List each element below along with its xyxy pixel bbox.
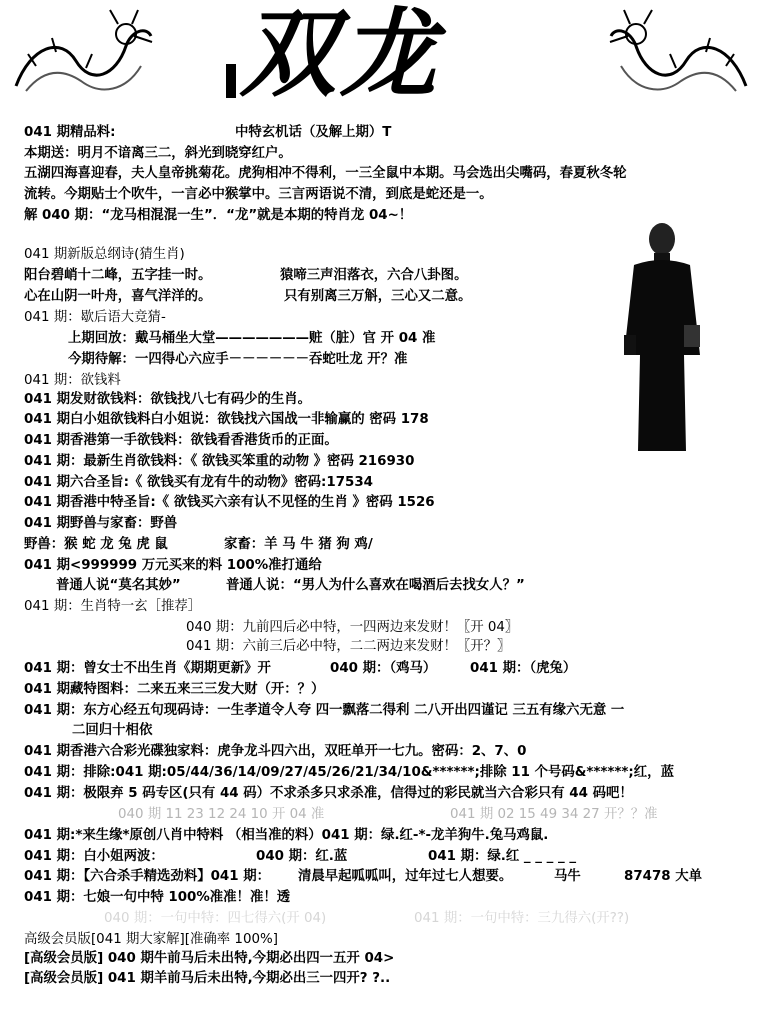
text-line: 040 期：九前四后必中特，一四两边来发财！〖开 04〗 <box>186 620 519 635</box>
dragon-right-icon <box>606 6 756 106</box>
text-line: 041 期新版总纲诗(猜生肖) <box>24 247 185 262</box>
text-line: 041 期藏特图料：二来五来三三发大财（开：？） <box>24 682 325 697</box>
text-line: 041 期：曾女士不出生肖《期期更新》开 <box>24 661 271 676</box>
text-line: 阳台碧峭十二峰，五字挂一时。 <box>24 268 212 283</box>
text-line: 041 期：绿.红 _ _ _ _ _ <box>428 849 577 864</box>
text-line: 041 期：生肖特一玄［推荐］ <box>24 599 202 614</box>
text-line: 041 期：歇后语大竞猜- <box>24 310 166 325</box>
text-line: [高级会员版] 040 期牛前马后未出特,今期必出四一五开 04> <box>24 951 395 966</box>
text-line: [高级会员版] 041 期羊前马后未出特,今期必出三一四开? ?.. <box>24 971 391 986</box>
text-line: 高级会员版[041 期大家解][准确率 100%] <box>24 932 278 947</box>
text-line: 041 期香港第一手欲钱料：欲钱看香港货币的正面。 <box>24 433 338 448</box>
text-line: 041 期野兽与家畜：野兽 <box>24 516 178 531</box>
text-line: 041 期：东方心经五句现码诗：一生孝道令人夸 四一飘落二得利 二八开出四谨记 三五有缘六无意 一 <box>24 703 625 718</box>
dragon-left-icon <box>6 6 156 106</box>
text-line: 041 期：六前三后必中特，二二两边来发财！〖开？〗 <box>186 639 511 654</box>
text-line: 041 期:*来生缘*原创八肖中特料 （相当准的料）041 期：绿.红-*-龙羊狗牛.兔马鸡鼠. <box>24 828 549 843</box>
text-line: 野兽：猴 蛇 龙 兔 虎 鼠 <box>24 537 168 552</box>
text-line: 041 期：排除:041 期:05/44/36/14/09/27/45/26/21/34/10&******;排除 11 个号码&******;红，蓝 <box>24 765 674 780</box>
text-line: 041 期：极限弃 5 码专区(只有 44 码）不求杀多只求杀准，信得过的彩民就当六合彩只有 44 码吧！ <box>24 786 633 801</box>
text-line: 本期送：明月不谙离三二，斜光到晓穿红户。 <box>24 146 292 161</box>
text-line: 马牛 <box>554 869 581 884</box>
text-line: 普通人说“莫名其妙” <box>56 578 181 593</box>
text-line: 041 期：白小姐两波： <box>24 849 164 864</box>
text-line: 041 期香港六合彩光碟独家料：虎争龙斗四六出，双旺单开一七九。密码：2、7、0 <box>24 744 527 759</box>
text-line: 心在山阴一叶舟，喜气洋洋的。 <box>24 289 212 304</box>
text-line: 041 期六合圣旨:《 欲钱买有龙有牛的动物》密码:17534 <box>24 475 373 490</box>
text-line: 只有别离三万斛，三心又二意。 <box>284 289 472 304</box>
text-line: 041 期<999999 万元买来的料 100%准打通给 <box>24 558 322 573</box>
page-title: 双龙 <box>240 0 440 110</box>
text-line: 041 期：【六合杀手精选劲料】041 期： <box>24 869 270 884</box>
portrait-figure <box>614 215 710 455</box>
text-line: 清晨早起呱呱叫，过年过七人想要。 <box>298 869 513 884</box>
text-line: 87478 大单 <box>624 869 703 884</box>
text-line: 041 期：欲钱料 <box>24 373 121 388</box>
text-line: 041 期 02 15 49 34 27 开？？准 <box>450 807 658 822</box>
text-line: 040 期：（鸡马） <box>330 661 437 676</box>
text-line: 041 期：一句中特：三九得六(开??) <box>414 911 630 926</box>
text-line: 041 期：（虎兔） <box>470 661 577 676</box>
text-line: 五湖四海喜迎春，夫人皇帝挑菊花。虎狗相冲不得利，一三全鼠中本期。马会选出尖嘴码，春夏秋冬轮 <box>24 166 627 181</box>
text-line: 流转。今期贴士个吹牛，一言必中猴掌中。三言两语说不清，到底是蛇还是一。 <box>24 187 493 202</box>
text-line: 中特玄机话（及解上期）T <box>235 125 392 140</box>
text-line: 普通人说：“男人为什么喜欢在喝酒后去找女人？” <box>226 578 525 593</box>
text-line: 猿啼三声泪落衣，六合八卦图。 <box>280 268 468 283</box>
text-line: 040 期：一句中特：四七得六(开 04) <box>104 911 327 926</box>
text-line: 040 期 11 23 12 24 10 开 04 准 <box>118 807 325 822</box>
text-line: 二回归十相依 <box>72 723 153 738</box>
text-line: 今期待解：一四得心六应手－－－－－－吞蛇吐龙 开？准 <box>68 352 408 367</box>
text-line: 041 期：最新生肖欲钱料：《 欲钱买笨重的动物 》密码 216930 <box>24 454 415 469</box>
text-line: 家畜：羊 马 牛 猪 狗 鸡/ <box>224 537 373 552</box>
text-line: 解 040 期：“龙马相混混一生”．“龙”就是本期的特肖龙 04~！ <box>24 208 413 223</box>
text-line: 041 期：七娘一句中特 100%准准！准！透 <box>24 890 291 905</box>
text-line: 上期回放：戴马桶坐大堂———————赃（脏）官 开 04 准 <box>68 331 436 346</box>
text-line: 041 期精品料: <box>24 125 116 140</box>
text-line: 040 期：红.蓝 <box>256 849 348 864</box>
text-line: 041 期发财欲钱料：欲钱找八七有码少的生肖。 <box>24 392 312 407</box>
text-line: 041 期香港中特圣旨:《 欲钱买六亲有认不见怪的生肖 》密码 1526 <box>24 495 435 510</box>
text-line: 041 期白小姐欲钱料白小姐说：欲钱找六国战一非输赢的 密码 178 <box>24 412 429 427</box>
